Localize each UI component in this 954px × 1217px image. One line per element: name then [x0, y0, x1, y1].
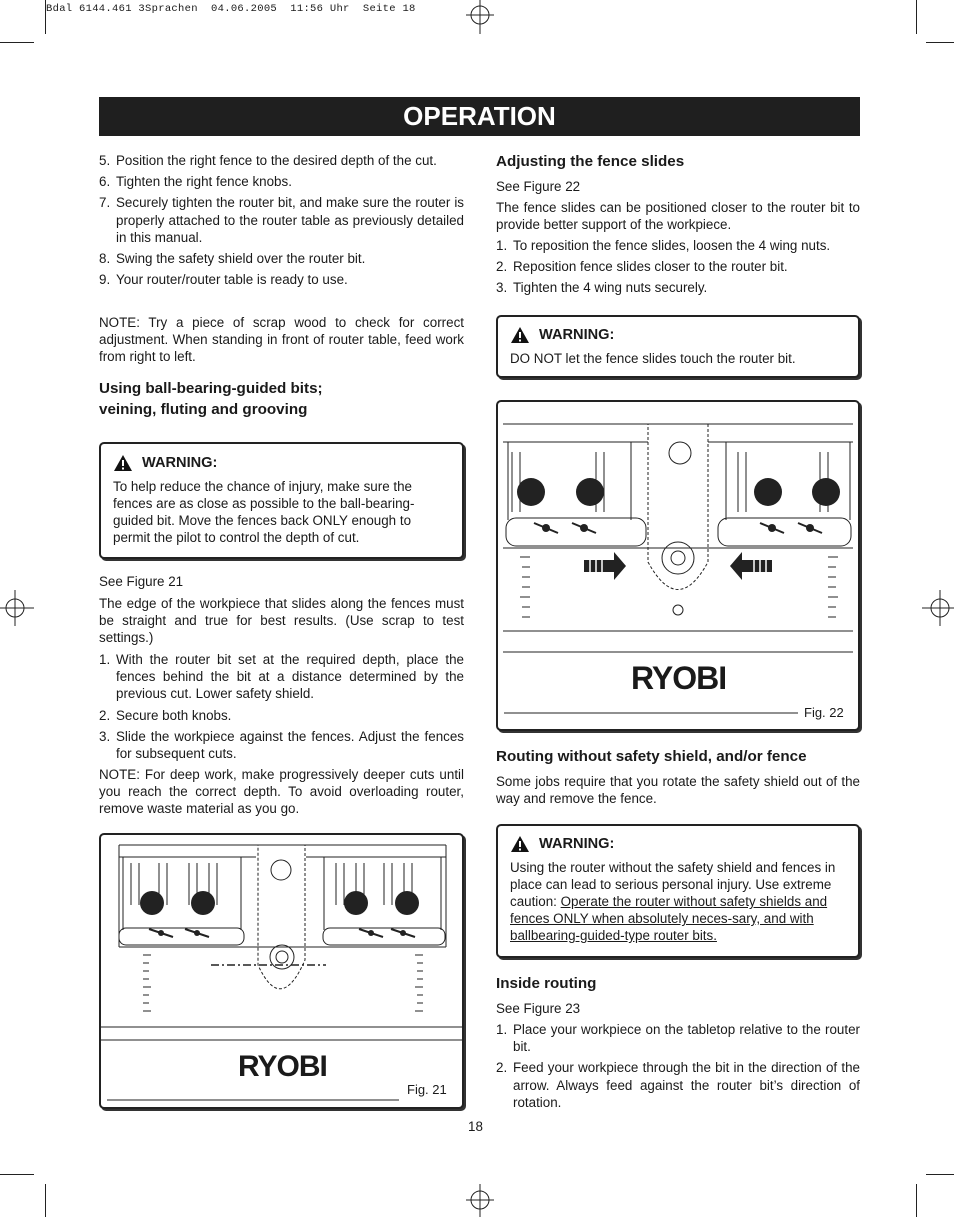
warning-triangle-icon	[510, 326, 530, 344]
warning-box-3	[496, 824, 860, 958]
list-item: 3. Tighten the 4 wing nuts securely.	[496, 280, 708, 296]
warning-title: WARNING:	[510, 326, 846, 344]
list-item: 8. Swing the safety shield over the router bit.	[99, 251, 366, 267]
see-figure-21: See Figure 21	[99, 574, 184, 589]
heading-inside-routing: Inside routing	[496, 975, 597, 992]
list-item: 1. Place your workpiece on the tabletop relative to the router bit.	[496, 1022, 860, 1055]
note-scrap-wood: NOTE: Try a piece of scrap wood to check for correct adjustment. When standing in front of router table, feed work from right to left.	[99, 315, 464, 365]
heading-routing-without-shield: Routing without safety shield, and/or fence	[496, 748, 807, 765]
figure-22	[496, 400, 860, 731]
heading-ball-bearing: Using ball-bearing-guided bits; veining, fluting and grooving	[99, 380, 323, 418]
list-item: 2. Reposition fence slides closer to the router bit.	[496, 259, 788, 275]
list-item: 7. Securely tighten the router bit, and make sure the router is properly attached to the router table as previously detailed in this manual.	[99, 195, 464, 245]
paragraph-fence-slides: The fence slides can be positioned closer to the router bit to provide better support of the workpiece.	[496, 200, 860, 233]
figure-label: Fig. 21	[407, 1082, 447, 1097]
left-step-list-2	[99, 651, 464, 762]
figure-21	[99, 833, 464, 1109]
list-item: 3. Slide the workpiece against the fences. Adjust the fences for subsequent cuts.	[99, 728, 464, 762]
warning-title: WARNING:	[510, 835, 846, 853]
list-item: 6. Tighten the right fence knobs.	[99, 174, 292, 190]
right-step-list-2	[496, 1021, 860, 1111]
warning-title: WARNING:	[113, 454, 450, 472]
heading-fence-slides: Adjusting the fence slides	[496, 153, 685, 170]
print-slug: Bdal 6144.461 3Sprachen 04.06.2005 11:56 Uhr Seite 18	[46, 3, 416, 15]
section-banner: OPERATION	[99, 97, 860, 136]
list-item: 5. Position the right fence to the desired depth of the cut.	[99, 153, 437, 168]
warning-body: Using the router without the safety shield and fences in place can lead to serious personal injury. Use extreme caution: Operate the router without safety shields and fences ONLY when absolutely neces-sary, and with ballbearing-guided-type router bits.	[510, 860, 836, 943]
list-item: 1. To reposition the fence slides, loosen the 4 wing nuts.	[496, 238, 831, 253]
figure-label: Fig. 22	[804, 705, 844, 720]
list-item: 2. Feed your workpiece through the bit in the direction of the arrow. Always feed against the router bit’s direction of rotation.	[496, 1060, 860, 1110]
ryobi-logo: RYOBI	[631, 660, 727, 696]
list-item: 9. Your router/router table is ready to use.	[99, 272, 348, 288]
page-number: 18	[468, 1119, 483, 1134]
list-item: 2. Secure both knobs.	[99, 707, 232, 723]
warning-triangle-icon	[113, 454, 133, 472]
warning-box-2	[496, 315, 860, 378]
warning-box-1	[99, 442, 464, 559]
warning-body: DO NOT let the fence slides touch the router bit.	[510, 351, 796, 366]
note-deep-work: NOTE: For deep work, make progressively deeper cuts until you reach the correct depth. To avoid overloading router, remove waste material as you go.	[99, 767, 464, 817]
right-step-list	[496, 237, 860, 297]
list-item: 1. With the router bit set at the required depth, place the fences behind the bit at a distance determined by the previous cut. Lower safety shield.	[99, 652, 464, 702]
paragraph-rotate-shield: Some jobs require that you rotate the safety shield out of the way and remove the fence.	[496, 774, 860, 807]
warning-body: To help reduce the chance of injury, make sure the fences are as close as possible to the ball-bearing-guided bit. Move the fences back ONLY enough to permit the pilot to control the depth of cut.	[113, 479, 415, 545]
left-step-list	[99, 152, 464, 288]
ryobi-logo: RYOBI	[238, 1050, 327, 1083]
warning-triangle-icon	[510, 835, 530, 853]
see-figure-23: See Figure 23	[496, 1001, 581, 1016]
see-figure-22: See Figure 22	[496, 179, 581, 194]
paragraph-workpiece-edge: The edge of the workpiece that slides along the fences must be straight and true for best results. (Use scrap to test settings.)	[99, 596, 464, 646]
